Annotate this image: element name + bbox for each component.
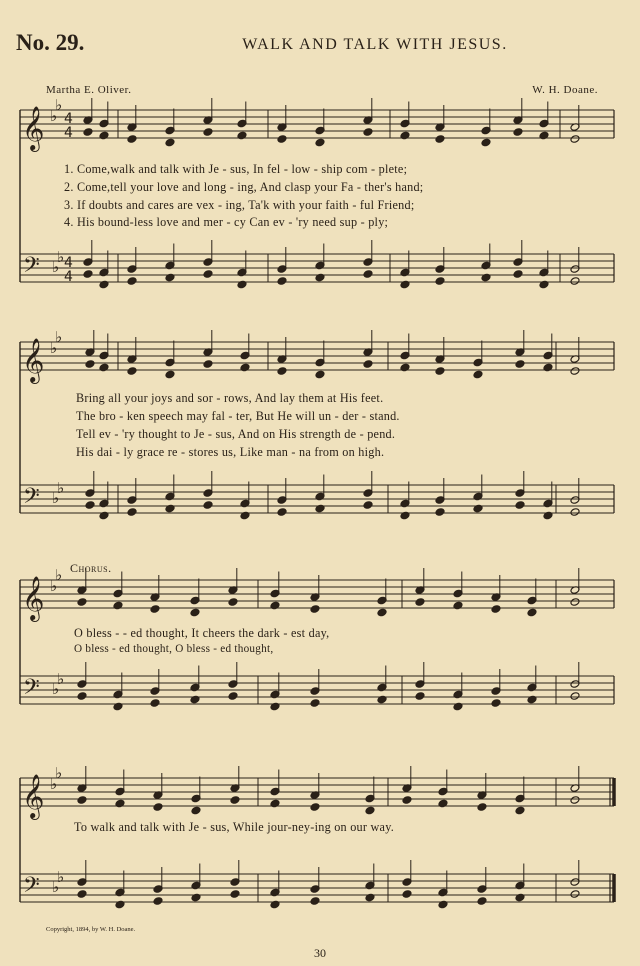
notehead <box>527 695 537 704</box>
notehead <box>435 508 445 517</box>
notehead <box>363 360 373 369</box>
notehead <box>127 508 137 517</box>
notehead <box>115 799 125 808</box>
notehead <box>513 128 523 137</box>
author-credit: Martha E. Oliver. <box>46 84 132 96</box>
notehead <box>150 605 160 614</box>
notehead <box>481 273 491 282</box>
notehead <box>203 360 213 369</box>
notehead <box>491 605 501 614</box>
verse-line: Bring all your joys and sor - rows, And lay them at His feet. <box>76 391 384 405</box>
notehead <box>150 699 160 708</box>
notehead <box>570 890 580 899</box>
notehead <box>277 135 287 144</box>
composer-credit: W. H. Doane. <box>532 84 598 96</box>
notehead <box>473 504 483 513</box>
time-signature: 4 <box>64 255 73 271</box>
notehead <box>402 890 412 899</box>
notehead <box>203 501 213 510</box>
notehead <box>400 363 410 372</box>
notehead <box>481 138 491 147</box>
notehead <box>365 806 375 815</box>
notehead <box>203 270 213 279</box>
notehead <box>539 280 549 289</box>
notehead <box>570 598 580 607</box>
chorus-line: O bless - ed thought, O bless - ed thought, <box>74 643 274 655</box>
notehead <box>270 799 280 808</box>
notehead <box>315 273 325 282</box>
notehead <box>240 511 250 520</box>
notehead <box>491 699 501 708</box>
notehead <box>515 806 525 815</box>
notehead <box>400 280 410 289</box>
flat-icon: ♭ <box>57 670 65 688</box>
notehead <box>400 511 410 520</box>
notehead <box>310 897 320 906</box>
verse-line: Tell ev - 'ry thought to Je - sus, And on His strength de - pend. <box>76 427 396 441</box>
treble-clef-icon: 𝄞 <box>22 106 45 150</box>
notehead <box>477 803 487 812</box>
notehead <box>230 796 240 805</box>
notehead <box>400 131 410 140</box>
notehead <box>113 601 123 610</box>
copyright-note: Copyright, 1894, by W. H. Doane. <box>46 926 136 933</box>
flat-icon: ♭ <box>52 680 60 698</box>
notehead <box>363 501 373 510</box>
notehead <box>270 601 280 610</box>
notehead <box>543 363 553 372</box>
notehead <box>473 370 483 379</box>
flat-icon: ♭ <box>50 107 58 125</box>
notehead <box>415 692 425 701</box>
hymn-number: No. 29. <box>16 30 85 55</box>
notehead <box>277 277 287 286</box>
notehead <box>570 692 580 701</box>
notehead <box>165 370 175 379</box>
flat-icon: ♭ <box>50 577 58 595</box>
chorus-line: O bless - - ed thought, It cheers the dark - est day, <box>74 626 330 640</box>
notehead <box>165 273 175 282</box>
notehead <box>99 280 109 289</box>
notehead <box>85 501 95 510</box>
notehead <box>310 605 320 614</box>
notehead <box>377 695 387 704</box>
notehead <box>453 601 463 610</box>
notehead <box>165 138 175 147</box>
notehead <box>190 695 200 704</box>
notehead <box>513 270 523 279</box>
notehead <box>539 131 549 140</box>
verse-line: 3. If doubts and cares are vex - ing, Ta'k with your faith - ful Friend; <box>64 198 415 212</box>
notehead <box>435 367 445 376</box>
flat-icon: ♭ <box>57 479 65 497</box>
notehead <box>570 796 580 805</box>
notehead <box>477 897 487 906</box>
notehead <box>270 702 280 711</box>
notehead <box>115 900 125 909</box>
notehead <box>85 360 95 369</box>
flat-icon: ♭ <box>55 566 63 584</box>
bass-clef-icon: 𝄢 <box>23 675 40 705</box>
flat-icon: ♭ <box>50 339 58 357</box>
notehead <box>365 893 375 902</box>
flat-icon: ♭ <box>55 328 63 346</box>
notehead <box>363 128 373 137</box>
notehead <box>77 890 87 899</box>
notehead <box>435 135 445 144</box>
flat-icon: ♭ <box>52 489 60 507</box>
notehead <box>99 511 109 520</box>
flat-icon: ♭ <box>50 775 58 793</box>
notehead <box>570 367 580 376</box>
notehead <box>83 270 93 279</box>
hymn-title: WALK AND TALK WITH JESUS. <box>242 36 508 53</box>
treble-clef-icon: 𝄞 <box>22 576 45 620</box>
notehead <box>127 135 137 144</box>
notehead <box>99 131 109 140</box>
notehead <box>190 608 200 617</box>
verse-line: 1. Come,walk and talk with Je - sus, In fel - low - ship com - plete; <box>64 162 408 176</box>
flat-icon: ♭ <box>57 868 65 886</box>
notehead <box>402 796 412 805</box>
verse-line: 4. His bound-less love and mer - cy Can ev - 'ry need sup - ply; <box>64 215 389 229</box>
notehead <box>127 277 137 286</box>
notehead <box>570 277 580 286</box>
bass-clef-icon: 𝄢 <box>23 253 40 283</box>
notehead <box>527 608 537 617</box>
notehead <box>415 598 425 607</box>
notehead <box>363 270 373 279</box>
notehead <box>315 138 325 147</box>
notehead <box>438 900 448 909</box>
notehead <box>228 598 238 607</box>
notehead <box>77 598 87 607</box>
notehead <box>377 608 387 617</box>
notehead <box>191 806 201 815</box>
notehead <box>435 277 445 286</box>
time-signature: 4 <box>64 111 73 127</box>
notehead <box>315 370 325 379</box>
notehead <box>165 504 175 513</box>
refrain-line: To walk and talk with Je - sus, While jour-ney-ing on our way. <box>74 820 395 834</box>
time-signature: 4 <box>64 269 73 285</box>
flat-icon: ♭ <box>57 248 65 266</box>
notehead <box>310 699 320 708</box>
bass-clef-icon: 𝄢 <box>23 484 40 514</box>
bass-clef-icon: 𝄢 <box>23 873 40 903</box>
verse-line: The bro - ken speech may fal - ter, But He will un - der - stand. <box>76 409 400 423</box>
time-signature: 4 <box>64 125 73 141</box>
notehead <box>277 367 287 376</box>
notehead <box>237 131 247 140</box>
notehead <box>113 702 123 711</box>
notehead <box>515 501 525 510</box>
notehead <box>543 511 553 520</box>
notehead <box>99 363 109 372</box>
flat-icon: ♭ <box>55 96 63 114</box>
flat-icon: ♭ <box>55 764 63 782</box>
notehead <box>515 360 525 369</box>
notehead <box>77 692 87 701</box>
notehead <box>237 280 247 289</box>
notehead <box>191 893 201 902</box>
notehead <box>277 508 287 517</box>
page-number: 30 <box>314 946 326 960</box>
notehead <box>77 796 87 805</box>
notehead <box>230 890 240 899</box>
notehead <box>203 128 213 137</box>
notehead <box>83 128 93 137</box>
notehead <box>240 363 250 372</box>
notehead <box>438 799 448 808</box>
treble-clef-icon: 𝄞 <box>22 774 45 818</box>
notehead <box>127 367 137 376</box>
verse-line: 2. Come,tell your love and long - ing, And clasp your Fa - ther's hand; <box>64 180 424 194</box>
notehead <box>570 508 580 517</box>
treble-clef-icon: 𝄞 <box>22 338 45 382</box>
flat-icon: ♭ <box>52 878 60 896</box>
notehead <box>315 504 325 513</box>
notehead <box>310 803 320 812</box>
notehead <box>570 135 580 144</box>
flat-icon: ♭ <box>52 258 60 276</box>
notehead <box>515 893 525 902</box>
notehead <box>228 692 238 701</box>
verse-line: His dai - ly grace re - stores us, Like man - na from on high. <box>76 445 385 459</box>
chorus-label: Chorus. <box>70 561 112 575</box>
notehead <box>453 702 463 711</box>
notehead <box>153 897 163 906</box>
notehead <box>270 900 280 909</box>
notehead <box>153 803 163 812</box>
